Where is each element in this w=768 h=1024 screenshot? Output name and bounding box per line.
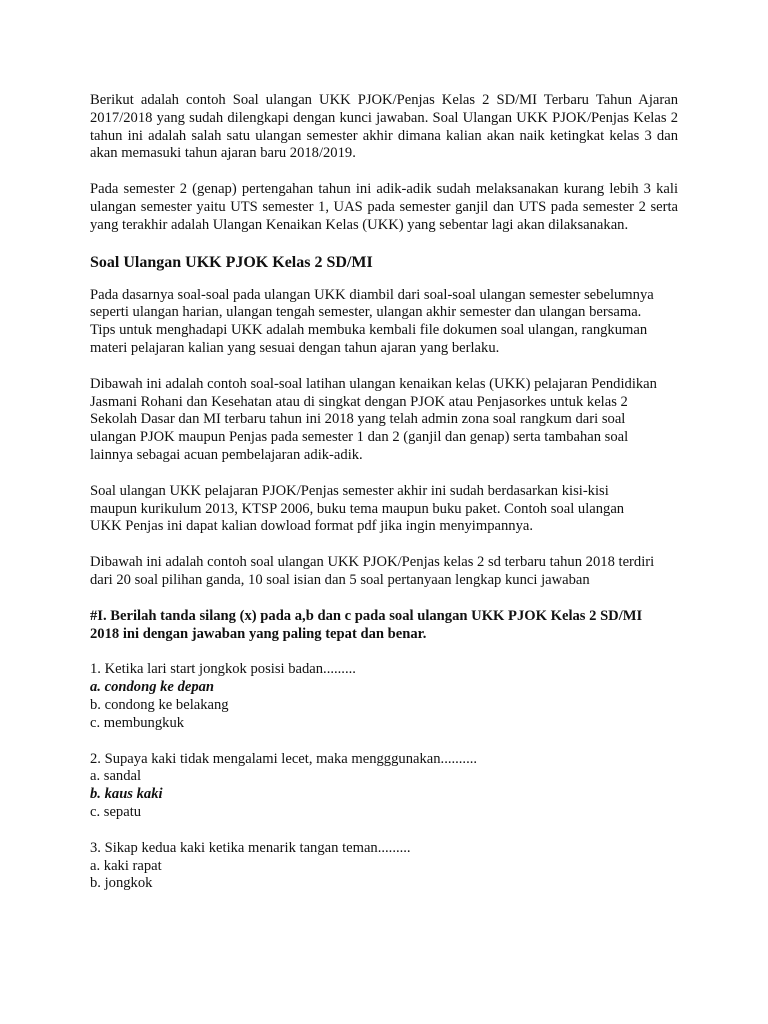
text-line: maupun kurikulum 2013, KTSP 2006, buku tema maupun buku paket. Contoh soal ulangan xyxy=(90,500,625,517)
section-heading: Soal Ulangan UKK PJOK Kelas 2 SD/MI xyxy=(90,253,373,271)
summary-paragraph xyxy=(90,554,678,590)
answer-option: c. membungkuk xyxy=(90,714,185,731)
intro-paragraph: Berikut adalah contoh Soal ulangan UKK PJOK/Penjas Kelas 2 SD/MI Terbaru Tahun Ajaran 2017/2018 yang sudah dilengkapi dengan kunci jawaban. Soal Ulangan UKK PJOK/Penjas Kelas 2 tahun ini adalah salah satu ulangan semester akhir dimana kalian akan naik ketingkat kelas 3 dan akan memasuki tahun ajaran baru 2018/2019. xyxy=(90,92,678,162)
example-intro-paragraph xyxy=(90,376,678,465)
answer-option: a. kaki rapat xyxy=(90,857,162,874)
answer-option-correct: a. condong ke depan xyxy=(90,679,215,696)
text-line: materi pelajaran kalian yang sesuai dengan tahun ajaran yang berlaku. xyxy=(90,339,500,356)
text-line: 2018 ini dengan jawaban yang paling tepat dan benar. xyxy=(90,625,427,642)
curriculum-paragraph xyxy=(90,483,678,536)
ukk-basis-paragraph xyxy=(90,287,678,358)
semester-paragraph: Pada semester 2 (genap) pertengahan tahun ini adik-adik sudah melaksanakan kurang lebih 3 kali ulangan semester yaitu UTS semester 1, UAS pada semester ganjil dan UTS pada semester 2 serta yang terakhir adalah Ulangan Kenaikan Kelas (UKK) yang sebentar lagi akan dilaksanakan. xyxy=(90,181,678,233)
instruction-text xyxy=(90,608,678,644)
text-line: ulangan PJOK maupun Penjas pada semester 1 dan 2 (ganjil dan genap) serta tambahan soal xyxy=(90,429,629,446)
text-line: Dibawah ini adalah contoh soal ulangan UKK PJOK/Penjas kelas 2 sd terbaru tahun 2018 terdiri xyxy=(90,554,655,571)
text-line: Soal ulangan UKK pelajaran PJOK/Penjas semester akhir ini sudah berdasarkan kisi-kisi xyxy=(90,482,609,499)
question-3 xyxy=(90,840,678,893)
question-1 xyxy=(90,661,678,732)
text-line: Jasmani Rohani dan Kesehatan atau di singkat dengan PJOK atau Penjasorkes untuk kelas 2 xyxy=(90,393,628,410)
answer-option: b. jongkok xyxy=(90,875,153,892)
question-text: 3. Sikap kedua kaki ketika menarik tangan teman......... xyxy=(90,839,411,856)
text-line: Pada dasarnya soal-soal pada ulangan UKK diambil dari soal-soal ulangan semester sebelumnya xyxy=(90,286,654,303)
answer-option: b. condong ke belakang xyxy=(90,696,229,713)
answer-option: a. sandal xyxy=(90,768,142,785)
text-line: Tips untuk menghadapi UKK adalah membuka kembali file dokumen soal ulangan, rangkuman xyxy=(90,322,648,339)
text-line: dari 20 soal pilihan ganda, 10 soal isian dan 5 soal pertanyaan lengkap kunci jawaban xyxy=(90,571,590,588)
text-line: seperti ulangan harian, ulangan tengah semester, ulangan akhir semester dan ulangan bersama. xyxy=(90,304,642,321)
question-text: 2. Supaya kaki tidak mengalami lecet, maka mengggunakan.......... xyxy=(90,750,478,767)
text-line: UKK Penjas ini dapat kalian dowload format pdf jika ingin menyimpannya. xyxy=(90,518,533,535)
text-line: lainnya sebagai acuan pembelajaran adik-adik. xyxy=(90,446,363,463)
answer-option-correct: b. kaus kaki xyxy=(90,786,163,803)
text-line: Dibawah ini adalah contoh soal-soal latihan ulangan kenaikan kelas (UKK) pelajaran Pendidikan xyxy=(90,375,657,392)
question-text: 1. Ketika lari start jongkok posisi badan......... xyxy=(90,661,356,678)
question-2 xyxy=(90,751,678,822)
answer-option: c. sepatu xyxy=(90,803,142,820)
text-line: #I. Berilah tanda silang (x) pada a,b dan c pada soal ulangan UKK PJOK Kelas 2 SD/MI xyxy=(90,607,643,624)
text-line: Sekolah Dasar dan MI terbaru tahun ini 2018 yang telah admin zona soal rangkum dari soal xyxy=(90,411,626,428)
